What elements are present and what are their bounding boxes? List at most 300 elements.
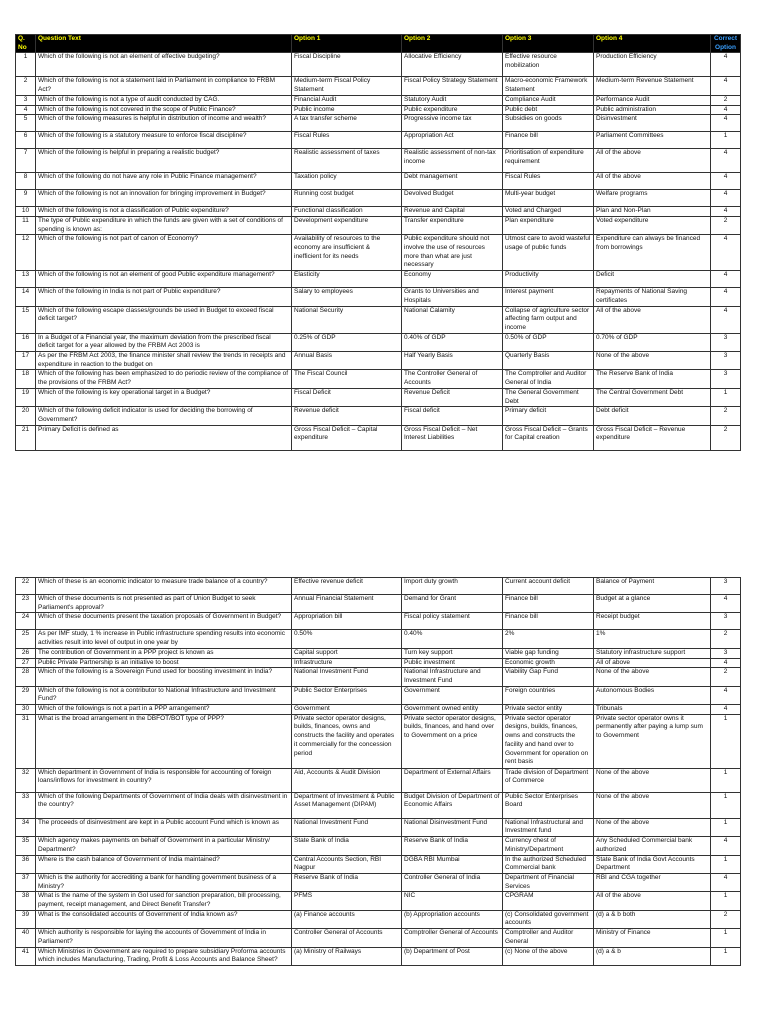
option-3-cell: Voted and Charged [503,207,594,217]
option-2-cell: Statutory Audit [402,95,503,105]
option-3-cell: Public Sector Enterprises Board [503,792,594,818]
table-row [16,216,741,234]
correct-option-cell: 4 [711,105,741,115]
question-text-cell: Which of the following measures is helpful in distribution of income and wealth? [36,115,292,132]
option-2-cell: The Controller General of Accounts [402,370,503,388]
option-3-cell: Multi-year budget [503,190,594,207]
option-3-cell: 2% [503,630,594,648]
question-text-cell: Which of the following is not a statement laid in Parliament in compliance to FRBM Act? [36,77,292,95]
question-text-cell: Public Private Partnership is an initiative to boost [36,658,292,668]
option-3-cell: Viability Gap Fund [503,668,594,686]
option-4-cell: Voted expenditure [594,216,711,234]
table-row [16,105,741,115]
correct-option-cell: 1 [711,132,741,149]
option-3-cell: Prioritisation of expenditure requirement [503,149,594,173]
option-3-cell: Viable gap funding [503,648,594,658]
table-row [16,53,741,77]
option-3-cell: Private sector entity [503,705,594,715]
option-2-cell: Revenue Deficit [402,388,503,406]
option-1-cell: 0.25% of GDP [292,333,402,351]
question-number-cell: 37 [16,873,36,891]
option-3-cell: Foreign countries [503,686,594,704]
option-4-cell: Private sector operator owns it permanently after paying a lump sum to Government [594,714,711,768]
option-4-cell: Medium-term Revenue Statement [594,77,711,95]
question-number-cell: 15 [16,306,36,333]
option-4-cell: Deficit [594,271,711,288]
option-3-cell: (c) None of the above [503,947,594,965]
table-row [16,929,741,947]
option-1-cell: The Fiscal Council [292,370,402,388]
table-row [16,271,741,288]
option-1-cell: Realistic assessment of taxes [292,149,402,173]
option-3-cell: The Comptroller and Auditor General of India [503,370,594,388]
option-1-cell: Development expenditure [292,216,402,234]
correct-option-cell: 1 [711,714,741,768]
option-2-cell: Public expenditure [402,105,503,115]
option-1-cell: Fiscal Rules [292,132,402,149]
option-4-cell: Balance of Payment [594,578,711,595]
question-table-part-1 [15,34,741,451]
question-number-cell: 19 [16,388,36,406]
table-row [16,818,741,836]
option-2-cell: Gross Fiscal Deficit – Net Interest Liabilities [402,425,503,450]
option-3-cell: National Infrastructural and Investment fund [503,818,594,836]
option-3-cell: Current account deficit [503,578,594,595]
option-4-cell: None of the above [594,768,711,792]
table-row [16,370,741,388]
question-number-cell: 39 [16,910,36,928]
correct-option-cell: 4 [711,271,741,288]
option-2-cell: Fiscal deficit [402,407,503,425]
table-row [16,613,741,630]
option-1-cell: Department of Investment & Public Asset Management (DIPAM) [292,792,402,818]
option-2-cell: Comptroller General of Accounts [402,929,503,947]
option-4-cell: All of the above [594,149,711,173]
option-2-cell: Revenue and Capital [402,207,503,217]
correct-option-cell: 4 [711,306,741,333]
option-3-cell: (c) Consolidated government accounts [503,910,594,928]
option-2-cell: Controller General of India [402,873,503,891]
option-3-cell: Finance bill [503,132,594,149]
table-row [16,77,741,95]
question-number-cell: 18 [16,370,36,388]
question-text-cell: Which of the following in India is not part of Public expenditure? [36,288,292,306]
correct-option-cell: 4 [711,595,741,613]
question-text-cell: Which of the following is not a type of audit conducted by CAG. [36,95,292,105]
option-2-cell: NIC [402,892,503,910]
option-4-cell: None of the above [594,818,711,836]
option-1-cell: Gross Fiscal Deficit – Capital expenditure [292,425,402,450]
option-3-cell: Compliance Audit [503,95,594,105]
option-2-cell: (b) Appropriation accounts [402,910,503,928]
header-option-3: Option 3 [503,35,594,53]
correct-option-cell: 2 [711,630,741,648]
question-text-cell: As per IMF study, 1 % increase in Public infrastructure spending results into economic activities result into level of output in one year by [36,630,292,648]
option-3-cell: Utmost care to avoid wasteful usage of public funds [503,235,594,271]
option-1-cell: Functional classification [292,207,402,217]
question-number-cell: 9 [16,190,36,207]
option-2-cell: National Infrastructure and Investment Fund [402,668,503,686]
question-text-cell: Which of the following Departments of Government of India deals with disinvestment in the country? [36,792,292,818]
option-4-cell: Expenditure can always be financed from borrowings [594,235,711,271]
option-2-cell: Allocative Efficiency [402,53,503,77]
option-3-cell: Gross Fiscal Deficit – Grants for Capital creation [503,425,594,450]
option-1-cell: Salary to employees [292,288,402,306]
correct-option-cell: 3 [711,648,741,658]
correct-option-cell: 3 [711,333,741,351]
question-text-cell: What is the name of the system in GoI used for sanction preparation, bill processing, payment, receipt management, and Direct Benefit Transfer? [36,892,292,910]
correct-option-cell: 2 [711,95,741,105]
question-number-cell: 1 [16,53,36,77]
question-number-cell: 38 [16,892,36,910]
option-4-cell: Any Scheduled Commercial bank authorized [594,837,711,855]
question-text-cell: Which of the following do not have any role in Public Finance management? [36,173,292,190]
option-2-cell: Fiscal Policy Strategy Statement [402,77,503,95]
option-1-cell: National Investment Fund [292,818,402,836]
option-3-cell: Primary deficit [503,407,594,425]
question-number-cell: 13 [16,271,36,288]
option-2-cell: Debt management [402,173,503,190]
correct-option-cell: 4 [711,288,741,306]
option-2-cell: Reserve Bank of India [402,837,503,855]
question-text-cell: Which of the following is not an element of good Public expenditure management? [36,271,292,288]
option-4-cell: All of above [594,658,711,668]
question-number-cell: 4 [16,105,36,115]
option-1-cell: Annual Basis [292,352,402,370]
correct-option-cell: 4 [711,115,741,132]
option-4-cell: Debt deficit [594,407,711,425]
question-text-cell: Which agency makes payments on behalf of Government in a particular Ministry/ Department? [36,837,292,855]
option-4-cell: RBI and CGA together [594,873,711,891]
correct-option-cell: 1 [711,947,741,965]
correct-option-cell: 1 [711,929,741,947]
question-number-cell: 7 [16,149,36,173]
correct-option-cell: 4 [711,173,741,190]
option-1-cell: 0.50% [292,630,402,648]
option-1-cell: Capital support [292,648,402,658]
question-text-cell: As per the FRBM Act 2003, the finance minister shall review the trends in receipts and expenditure in reaction to the budget on [36,352,292,370]
correct-option-cell: 1 [711,892,741,910]
option-1-cell: State Bank of India [292,837,402,855]
option-3-cell: Comptroller and Auditor General [503,929,594,947]
option-4-cell: All of the above [594,173,711,190]
option-1-cell: (a) Finance accounts [292,910,402,928]
table-row [16,705,741,715]
option-2-cell: 0.40% of GDP [402,333,503,351]
option-3-cell: Trade division of Department of Commerce [503,768,594,792]
option-3-cell: CPGRAM [503,892,594,910]
correct-option-cell: 4 [711,77,741,95]
table-row [16,173,741,190]
option-4-cell: Autonomous Bodies [594,686,711,704]
question-number-cell: 31 [16,714,36,768]
question-text-cell: Which of the followings is not a part in a PPP arrangement? [36,705,292,715]
correct-option-cell: 4 [711,53,741,77]
table-row [16,207,741,217]
option-3-cell: Finance bill [503,613,594,630]
option-4-cell: 1% [594,630,711,648]
option-1-cell: Fiscal Deficit [292,388,402,406]
question-number-cell: 27 [16,658,36,668]
question-text-cell: Which department in Government of India is responsible for accounting of foreign loans/inflows for investment in country? [36,768,292,792]
table-row [16,306,741,333]
question-number-cell: 41 [16,947,36,965]
option-1-cell: Private sector operator designs, builds, finances, owns and constructs the facility and operates it commercially for the concession period [292,714,402,768]
option-2-cell: Government [402,686,503,704]
option-4-cell: Statutory infrastructure support [594,648,711,658]
option-3-cell: Quarterly Basis [503,352,594,370]
option-4-cell: Performance Audit [594,95,711,105]
question-text-cell: The contribution of Government in a PPP project is known as [36,648,292,658]
question-number-cell: 28 [16,668,36,686]
header-correct-option: Correct Option [711,35,741,53]
option-4-cell: Welfare programs [594,190,711,207]
correct-option-cell: 2 [711,407,741,425]
option-1-cell: Financial Audit [292,95,402,105]
option-4-cell: State Bank of India Govt Accounts Department [594,855,711,873]
option-1-cell: Aid, Accounts & Audit Division [292,768,402,792]
option-4-cell: (d) a & b [594,947,711,965]
option-2-cell: National Calamity [402,306,503,333]
table-row [16,190,741,207]
option-2-cell: Demand for Grant [402,595,503,613]
option-4-cell: Receipt budget [594,613,711,630]
question-text-cell: Which of the following is helpful in preparing a realistic budget? [36,149,292,173]
question-number-cell: 26 [16,648,36,658]
option-3-cell: Currency chest of Ministry/Department [503,837,594,855]
option-1-cell: Availability of resources to the economy are insufficient & inefficient for its needs [292,235,402,271]
option-4-cell: Plan and Non-Plan [594,207,711,217]
correct-option-cell: 4 [711,873,741,891]
question-number-cell: 40 [16,929,36,947]
table-row [16,115,741,132]
option-2-cell: Fiscal policy statement [402,613,503,630]
question-text-cell: Which authority is responsible for laying the accounts of Government of India in Parliament? [36,929,292,947]
option-2-cell: Appropriation Act [402,132,503,149]
table-row [16,578,741,595]
question-text-cell: Which of the following is not a classification of Public expenditure? [36,207,292,217]
question-text-cell: Which of the following escape classes/grounds be used in Budget to exceed fiscal deficit target? [36,306,292,333]
option-3-cell: Public debt [503,105,594,115]
question-number-cell: 11 [16,216,36,234]
question-text-cell: The type of Public expenditure in which the funds are given with a set of conditions of spending is known as: [36,216,292,234]
option-2-cell: Private sector operator designs, builds, finances, and hand over to Government on a price [402,714,503,768]
correct-option-cell: 3 [711,370,741,388]
table-row [16,714,741,768]
question-number-cell: 2 [16,77,36,95]
option-4-cell: None of the above [594,668,711,686]
option-4-cell: Gross Fiscal Deficit – Revenue expenditure [594,425,711,450]
question-number-cell: 36 [16,855,36,873]
table-row [16,910,741,928]
option-1-cell: (a) Ministry of Railways [292,947,402,965]
table-row [16,668,741,686]
table-row [16,95,741,105]
option-4-cell: All of the above [594,306,711,333]
header-option-1: Option 1 [292,35,402,53]
option-2-cell: Import duty growth [402,578,503,595]
question-text-cell: Which of the following has been emphasized to do periodic review of the compliance of the provisions of the FRBM Act? [36,370,292,388]
option-4-cell: None of the above [594,352,711,370]
option-2-cell: Turn key support [402,648,503,658]
option-3-cell: Collapse of agriculture sector affecting farm output and income [503,306,594,333]
option-2-cell: Budget Division of Department of Economic Affairs [402,792,503,818]
option-1-cell: Controller General of Accounts [292,929,402,947]
option-2-cell: Public investment [402,658,503,668]
option-3-cell: Fiscal Rules [503,173,594,190]
option-2-cell: Progressive income tax [402,115,503,132]
question-text-cell: Which of the following is key operational target in a Budget? [36,388,292,406]
table-row [16,288,741,306]
question-number-cell: 10 [16,207,36,217]
option-2-cell: Department of External Affairs [402,768,503,792]
option-4-cell: All of the above [594,892,711,910]
question-number-cell: 34 [16,818,36,836]
correct-option-cell: 3 [711,578,741,595]
option-4-cell: Ministry of Finance [594,929,711,947]
option-4-cell: Tribunals [594,705,711,715]
option-4-cell: Disinvestment [594,115,711,132]
option-2-cell: Realistic assessment of non-tax income [402,149,503,173]
option-3-cell: 0.50% of GDP [503,333,594,351]
question-text-cell: The proceeds of disinvestment are kept in a Public account Fund which is known as [36,818,292,836]
question-number-cell: 6 [16,132,36,149]
correct-option-cell: 1 [711,388,741,406]
question-number-cell: 35 [16,837,36,855]
table-row [16,837,741,855]
correct-option-cell: 4 [711,705,741,715]
option-1-cell: PFMS [292,892,402,910]
question-number-cell: 3 [16,95,36,105]
option-4-cell: Production Efficiency [594,53,711,77]
option-3-cell: In the authorized Scheduled Commercial bank [503,855,594,873]
header-option-4: Option 4 [594,35,711,53]
option-1-cell: Effective revenue deficit [292,578,402,595]
option-4-cell: None of the above [594,792,711,818]
table-row [16,630,741,648]
option-2-cell: Half Yearly Basis [402,352,503,370]
option-3-cell: Subsidies on goods [503,115,594,132]
correct-option-cell: 1 [711,792,741,818]
question-text-cell: Which of these documents is not presented as part of Union Budget to seek Parliament's approval? [36,595,292,613]
correct-option-cell: 4 [711,686,741,704]
option-2-cell: Transfer expenditure [402,216,503,234]
header-question: Question Text [36,35,292,53]
question-number-cell: 33 [16,792,36,818]
option-4-cell: 0.70% of GDP [594,333,711,351]
question-text-cell: Which of the following is not covered in the scope of Public Finance? [36,105,292,115]
option-4-cell: Public administration [594,105,711,115]
correct-option-cell: 4 [711,207,741,217]
question-number-cell: 29 [16,686,36,704]
question-table-part-2 [15,577,741,966]
question-text-cell: Where is the cash balance of Government of India maintained? [36,855,292,873]
option-1-cell: Taxation policy [292,173,402,190]
header-option-2: Option 2 [402,35,503,53]
option-4-cell: The Central Government Debt [594,388,711,406]
table-header-row [16,35,741,53]
table-row [16,235,741,271]
question-text-cell: Which of the following is a Sovereign Fund used for boosting investment in India? [36,668,292,686]
option-2-cell: Grants to Universities and Hospitals [402,288,503,306]
correct-option-cell: 4 [711,837,741,855]
correct-option-cell: 4 [711,235,741,271]
option-1-cell: Government [292,705,402,715]
option-1-cell: Public Sector Enterprises [292,686,402,704]
question-text-cell: Which is the authority for accrediting a bank for handling government business of a Ministry? [36,873,292,891]
table-row [16,352,741,370]
option-1-cell: Medium-term Fiscal Policy Statement [292,77,402,95]
option-1-cell: Running cost budget [292,190,402,207]
question-number-cell: 23 [16,595,36,613]
question-text-cell: Primary Deficit is defined as [36,425,292,450]
question-number-cell: 25 [16,630,36,648]
question-text-cell: In a Budget of a Financial year, the maximum deviation from the prescribed fiscal deficit target for a year allowed by the FRBM Act 2003 is [36,333,292,351]
question-number-cell: 17 [16,352,36,370]
option-1-cell: Revenue deficit [292,407,402,425]
table-row [16,149,741,173]
table-row [16,333,741,351]
option-1-cell: A tax transfer scheme [292,115,402,132]
option-3-cell: Effective resource mobilization [503,53,594,77]
option-1-cell: Fiscal Discipline [292,53,402,77]
correct-option-cell: 1 [711,818,741,836]
question-number-cell: 12 [16,235,36,271]
question-text-cell: Which of these documents present the taxation proposals of Government in Budget? [36,613,292,630]
header-qno: Q. No [16,35,36,53]
option-4-cell: The Reserve Bank of India [594,370,711,388]
question-number-cell: 30 [16,705,36,715]
table-row [16,792,741,818]
correct-option-cell: 1 [711,855,741,873]
option-1-cell: Public income [292,105,402,115]
option-2-cell: Economy [402,271,503,288]
option-2-cell: Devolved Budget [402,190,503,207]
question-text-cell: What is the consolidated accounts of Government of India known as? [36,910,292,928]
option-2-cell: DGBA RBI Mumbai [402,855,503,873]
option-1-cell: Annual Financial Statement [292,595,402,613]
correct-option-cell: 4 [711,149,741,173]
option-1-cell: National Security [292,306,402,333]
question-number-cell: 8 [16,173,36,190]
option-3-cell: Department of Financial Services [503,873,594,891]
correct-option-cell: 1 [711,768,741,792]
table-row [16,768,741,792]
question-text-cell: Which of the following deficit indicator is used for deciding the borrowing of Government? [36,407,292,425]
table-row [16,947,741,965]
question-text-cell: What is the broad arrangement in the DBFOT/BOT type of PPP? [36,714,292,768]
option-1-cell: Infrastructure [292,658,402,668]
option-3-cell: Finance bill [503,595,594,613]
correct-option-cell: 3 [711,613,741,630]
option-3-cell: Interest payment [503,288,594,306]
option-3-cell: Plan expenditure [503,216,594,234]
question-number-cell: 14 [16,288,36,306]
question-text-cell: Which Ministries in Government are required to prepare subsidiary Proforma accounts which includes Manufacturing, Trading, Profit & Loss Accounts and Balance Sheet? [36,947,292,965]
question-number-cell: 22 [16,578,36,595]
option-3-cell: Economic growth [503,658,594,668]
question-text-cell: Which of the following is not part of canon of Economy? [36,235,292,271]
question-text-cell: Which of the following is not an element of effective budgeting? [36,53,292,77]
table-row [16,425,741,450]
question-number-cell: 5 [16,115,36,132]
table-row [16,658,741,668]
question-text-cell: Which of the following is a statutory measure to enforce fiscal discipline? [36,132,292,149]
table-row [16,855,741,873]
option-2-cell: Government owned entity [402,705,503,715]
question-number-cell: 21 [16,425,36,450]
option-1-cell: National Investment Fund [292,668,402,686]
